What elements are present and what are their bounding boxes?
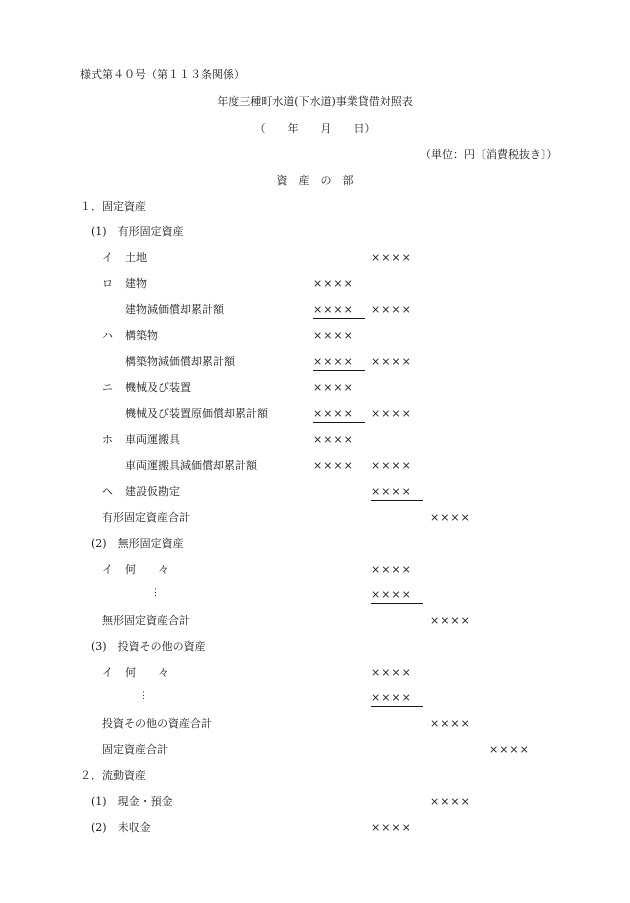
buildings-dep-label: 建物減価償却累計額 bbox=[125, 303, 224, 316]
tangible-total-label: 有形固定資産合計 bbox=[102, 511, 190, 524]
machinery-dep-amount: ×××× bbox=[313, 407, 365, 423]
fixed-total-amount: ×××× bbox=[489, 743, 530, 756]
vehicles-dep-amount: ×××× bbox=[313, 459, 354, 472]
intangible-heading: (2) 無形固定資産 bbox=[91, 537, 184, 550]
buildings-label: 建物 bbox=[125, 277, 147, 290]
structures-dep-amount: ×××× bbox=[313, 355, 365, 371]
machinery-net-amount: ×××× bbox=[371, 407, 412, 420]
intangible-item-amount: ×××× bbox=[371, 563, 412, 576]
buildings-net-amount: ×××× bbox=[371, 303, 412, 316]
vehicles-dep-label: 車両運搬具減価償却累計額 bbox=[125, 459, 257, 472]
buildings-amount: ×××× bbox=[313, 277, 354, 290]
intangible-vdots: ⋮ bbox=[151, 588, 160, 598]
structures-dep-label: 構築物減価償却累計額 bbox=[125, 355, 235, 368]
current-assets-heading: ２．流動資産 bbox=[80, 769, 146, 782]
machinery-amount: ×××× bbox=[313, 381, 354, 394]
investments-total-label: 投資その他の資産合計 bbox=[102, 717, 212, 730]
structures-amount: ×××× bbox=[313, 329, 354, 342]
machinery-mark: ニ bbox=[102, 381, 113, 394]
unit-label: （単位：円〔消費税抜き〕） bbox=[420, 148, 558, 161]
investments-more-amount: ×××× bbox=[371, 691, 423, 707]
investments-item-amount: ×××× bbox=[371, 666, 412, 679]
fixed-assets-heading: １．固定資産 bbox=[80, 200, 146, 213]
structures-net-amount: ×××× bbox=[371, 355, 412, 368]
vehicles-label: 車両運搬具 bbox=[125, 433, 180, 446]
cip-mark: ヘ bbox=[102, 485, 113, 498]
date-line: （ 年 月 日） bbox=[254, 122, 376, 135]
form-number: 様式第４０号（第１１３条関係） bbox=[80, 68, 245, 81]
intangible-total-amount: ×××× bbox=[430, 614, 471, 627]
land-amount: ×××× bbox=[371, 251, 412, 264]
vehicles-mark: ホ bbox=[102, 433, 113, 446]
land-label: 土地 bbox=[125, 251, 147, 264]
machinery-label: 機械及び装置 bbox=[125, 381, 191, 394]
receivables-label: (2) 未収金 bbox=[91, 821, 151, 834]
investments-heading: (3) 投資その他の資産 bbox=[91, 640, 206, 653]
vehicles-net-amount: ×××× bbox=[371, 459, 412, 472]
machinery-dep-label: 機械及び装置原価償却累計額 bbox=[125, 407, 268, 420]
document-title: 年度三種町水道(下水道)事業貸借対照表 bbox=[217, 95, 413, 108]
cip-amount: ×××× bbox=[371, 485, 423, 501]
section-heading: 資 産 の 部 bbox=[276, 174, 354, 187]
cash-label: (1) 現金・預金 bbox=[91, 795, 173, 808]
intangible-item-label: 何 々 bbox=[125, 563, 169, 576]
investments-item-label: 何 々 bbox=[125, 666, 169, 679]
cip-label: 建設仮勘定 bbox=[125, 485, 180, 498]
investments-item-mark: イ bbox=[102, 666, 113, 679]
fixed-total-label: 固定資産合計 bbox=[102, 743, 168, 756]
vehicles-amount: ×××× bbox=[313, 433, 354, 446]
cash-amount: ×××× bbox=[430, 795, 471, 808]
investments-total-amount: ×××× bbox=[430, 717, 471, 730]
intangible-more-amount: ×××× bbox=[371, 588, 423, 604]
intangible-total-label: 無形固定資産合計 bbox=[102, 614, 190, 627]
investments-vdots: ⋮ bbox=[139, 691, 148, 701]
structures-mark: ハ bbox=[102, 329, 113, 342]
intangible-item-mark: イ bbox=[102, 563, 113, 576]
buildings-dep-amount: ×××× bbox=[313, 303, 365, 319]
land-mark: イ bbox=[102, 251, 113, 264]
tangible-total-amount: ×××× bbox=[430, 511, 471, 524]
structures-label: 構築物 bbox=[125, 329, 158, 342]
receivables-amount: ×××× bbox=[371, 821, 412, 834]
buildings-mark: ロ bbox=[102, 277, 113, 290]
tangible-heading: (1) 有形固定資産 bbox=[91, 225, 184, 238]
